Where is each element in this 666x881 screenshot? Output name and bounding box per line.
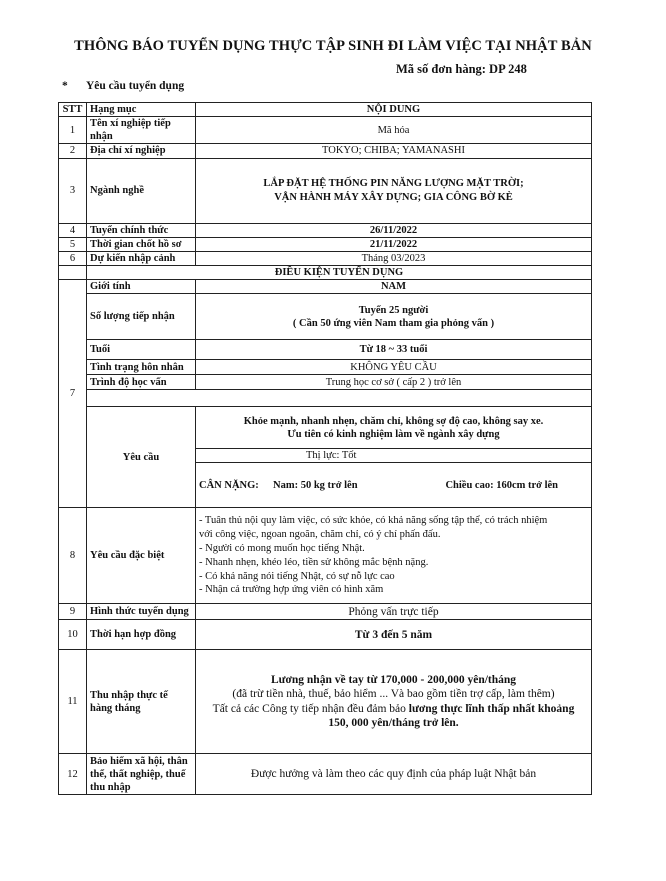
row-stt: 1 [59,117,87,144]
row-content: TOKYO; CHIBA; YAMANASHI [196,144,592,158]
row-content: Phỏng vấn trực tiếp [196,604,592,620]
row-content [196,650,592,754]
table-row [59,223,592,237]
height-value: Chiều cao: 160cm trở lên [445,479,558,491]
conditions-heading-row [59,265,592,279]
conditions-heading: ĐIỀU KIỆN TUYỂN DỤNG [87,265,592,279]
bullet-star: * [62,80,68,92]
order-code: Mã số đơn hàng: DP 248 [396,62,527,76]
table-row [59,237,592,251]
row-content: KHÔNG YÊU CẦU [196,360,592,375]
row-content: Mã hóa [196,117,592,144]
row-content: Từ 18 ~ 33 tuổi [196,340,592,360]
row-item: Dự kiến nhập cảnh [87,251,196,265]
section-title: Yêu cầu tuyển dụng [86,80,185,92]
row-content: 21/11/2022 [196,237,592,251]
row-item: Yêu cầu [87,407,196,508]
row-stt: 9 [59,604,87,620]
row-stt: 6 [59,251,87,265]
row-item: Tình trạng hôn nhân [87,360,196,375]
row-stt: 7 [59,280,87,508]
row-stt: 11 [59,650,87,754]
row-content [196,294,592,340]
row-item: Địa chỉ xí nghiệp [87,144,196,158]
row-item: Tuổi [87,340,196,360]
table-row [59,604,592,620]
weight-label: CÂN NẶNG: [199,479,259,491]
row-item: Tên xí nghiệp tiếp nhận [87,117,196,144]
recruitment-table [58,102,592,795]
table-row [59,158,592,223]
row-item: Giới tính [87,280,196,294]
table-row [59,294,592,340]
content-line: Lương nhận về tay từ 170,000 - 200,000 yên/tháng [270,674,517,686]
header-content: NỘI DUNG [196,103,592,117]
table-row [59,620,592,650]
row-item: Thời gian chốt hồ sơ [87,237,196,251]
table-row [59,407,592,449]
content-line: - Nhanh nhẹn, khéo léo, tiền sử không mắc bệnh nặng. [199,556,429,568]
row-item: Thu nhập thực tế hàng tháng [87,650,196,754]
table-row [59,375,592,390]
table-row-empty [59,390,592,407]
content-line: LẮP ĐẶT HỆ THỐNG PIN NĂNG LƯỢNG MẶT TRỜI; [263,178,524,190]
row-content [196,158,592,223]
table-row [59,508,592,604]
table-row [59,340,592,360]
header-item: Hạng mục [87,103,196,117]
row-stt: 4 [59,223,87,237]
table-row [59,144,592,158]
row-stt: 3 [59,158,87,223]
content-line: (đã trừ tiền nhà, thuế, bảo hiểm ... Và bao gồm tiền trợ cấp, làm thêm) [232,688,555,701]
content-line: VẬN HÀNH MÁY XÂY DỰNG; GIA CÔNG BỜ KÈ [274,191,513,203]
header-stt: STT [59,103,87,117]
row-item: Hình thức tuyển dụng [87,604,196,620]
empty-cell [87,390,592,407]
content-line: 150, 000 yên/tháng trở lên. [328,717,459,730]
row-item: Ngành nghề [87,158,196,223]
row-content: 26/11/2022 [196,223,592,237]
table-row [59,251,592,265]
row-item: Trình độ học vấn [87,375,196,390]
document-title: THÔNG BÁO TUYỂN DỤNG THỰC TẬP SINH ĐI LÀM VIỆC TẠI NHẬT BẢN [74,38,592,54]
weight-value: Nam: 50 kg trở lên [273,479,358,491]
content-line: - Có khả năng nói tiếng Nhật, có sự nỗ lực cao [199,570,395,582]
content-line: Ưu tiên có kinh nghiệm làm về ngành xây dựng [287,428,500,440]
row-item: Yêu cầu đặc biệt [87,508,196,604]
row-stt: 5 [59,237,87,251]
content-line: Khỏe mạnh, nhanh nhẹn, chăm chỉ, không sợ độ cao, không say xe. [243,415,544,427]
table-row [59,280,592,294]
row-item: Tuyển chính thức [87,223,196,237]
row-content: Từ 3 đến 5 năm [196,620,592,650]
row-content: Tháng 03/2023 [196,251,592,265]
content-line: Tuyển 25 người [358,304,429,316]
row-content [196,508,592,604]
weight-height-cell [196,463,592,508]
row-stt: 8 [59,508,87,604]
content-line: với công việc, ngoan ngoãn, chăm chỉ, có ý chí phấn đấu. [199,529,441,541]
row-stt: 12 [59,754,87,795]
row-item: Số lượng tiếp nhận [87,294,196,340]
row-content: NAM [196,280,592,294]
row-content: Trung học cơ sở ( cấp 2 ) trở lên [196,375,592,390]
row-stt: 10 [59,620,87,650]
content-line: ( Cần 50 ứng viên Nam tham gia phỏng vấn ) [292,317,495,329]
row-item: Thời hạn hợp đồng [87,620,196,650]
section-heading [62,80,184,92]
content-line: - Tuân thủ nội quy làm việc, có sức khỏe, có khả năng sống tập thể, có trách nhiệm [199,515,548,527]
row-content: Được hưởng và làm theo các quy định của pháp luật Nhật bản [196,754,592,795]
row-stt: 2 [59,144,87,158]
content-line: - Nhận cả trường hợp ứng viên có hình xăm [199,584,384,596]
table-header-row [59,103,592,117]
text-bold: lương thực lĩnh thấp nhất khoảng [408,702,575,715]
content-line: - Người có mong muốn học tiếng Nhật. [199,542,365,554]
row-stt-empty [59,265,87,279]
table-row [59,754,592,795]
eyesight-cell [196,449,592,463]
table-row [59,650,592,754]
row-item: Bảo hiểm xã hội, thân thể, thất nghiệp, thuế thu nhập [87,754,196,795]
table-row [59,117,592,144]
text-normal: Tất cả các Công ty tiếp nhận đều đảm bảo [212,702,409,715]
table-row [59,360,592,375]
eyesight: Thị lực: Tốt [306,450,357,462]
row-content [196,407,592,449]
content-line [199,702,588,716]
